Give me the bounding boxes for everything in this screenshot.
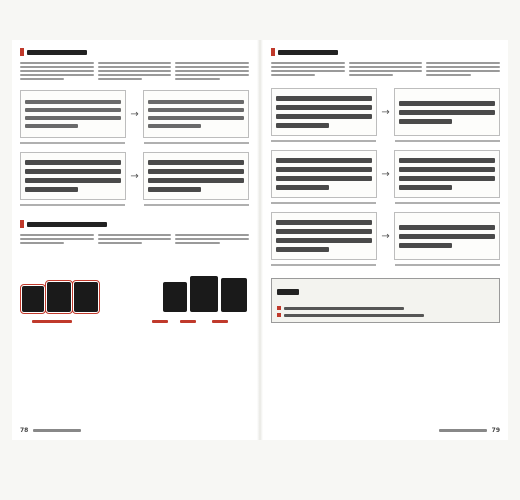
heading-placeholder xyxy=(278,50,338,55)
text-column xyxy=(98,234,172,244)
text-column xyxy=(20,234,94,244)
measure-label xyxy=(152,320,168,323)
font-sample-box xyxy=(143,152,249,200)
left-body-text xyxy=(20,62,249,80)
glyph-set xyxy=(22,282,98,312)
font-sample-box xyxy=(271,212,377,260)
font-sample-box xyxy=(20,90,126,138)
font-sample-box xyxy=(394,150,500,198)
font-sample-box xyxy=(271,150,377,198)
running-header xyxy=(439,429,487,432)
section-marker-icon xyxy=(20,220,24,228)
left-body-text-2 xyxy=(20,234,249,244)
text-column xyxy=(20,62,94,80)
arrow-icon: → xyxy=(130,170,139,182)
text-column xyxy=(349,62,423,76)
sample-caption xyxy=(271,140,500,142)
measure-label xyxy=(212,320,228,323)
glyph-shape xyxy=(22,286,44,312)
font-sample-box xyxy=(143,90,249,138)
glyph-shape xyxy=(47,282,71,312)
text-column xyxy=(175,234,249,244)
summary-text xyxy=(284,307,404,310)
font-sample-row xyxy=(271,212,500,260)
left-page xyxy=(12,40,257,440)
font-sample-box xyxy=(394,212,500,260)
summary-title xyxy=(277,289,299,295)
glyph-shape xyxy=(74,282,98,312)
font-sample-row xyxy=(20,90,249,138)
font-sample-box xyxy=(20,152,126,200)
running-header xyxy=(33,429,81,432)
summary-item xyxy=(277,306,494,310)
summary-item xyxy=(277,313,494,317)
right-section-heading xyxy=(271,48,338,56)
arrow-icon: → xyxy=(381,168,390,180)
left-footer xyxy=(20,427,249,434)
text-column xyxy=(175,62,249,80)
glyph-shape xyxy=(221,278,247,312)
heading-placeholder xyxy=(27,222,107,227)
summary-text xyxy=(284,314,424,317)
font-sample-row xyxy=(271,88,500,136)
sample-caption xyxy=(20,204,249,206)
right-page xyxy=(263,40,508,440)
text-column xyxy=(98,62,172,80)
section-marker-icon xyxy=(271,48,275,56)
text-column xyxy=(426,62,500,76)
glyph-size-comparison xyxy=(22,252,247,312)
summary-box xyxy=(271,278,500,323)
measure-label xyxy=(180,320,196,323)
sample-caption xyxy=(20,142,249,144)
left-section-heading xyxy=(20,48,87,56)
page-number: 79 xyxy=(491,427,500,434)
sample-caption xyxy=(271,264,500,266)
right-footer xyxy=(271,427,500,434)
arrow-icon: → xyxy=(381,106,390,118)
arrow-icon: → xyxy=(130,108,139,120)
glyph-set xyxy=(163,276,247,312)
arrow-icon: → xyxy=(381,230,390,242)
font-sample-box xyxy=(271,88,377,136)
heading-placeholder xyxy=(27,50,87,55)
bullet-icon xyxy=(277,313,281,317)
section-marker-icon xyxy=(20,48,24,56)
right-body-text xyxy=(271,62,500,76)
measure-label xyxy=(32,320,72,323)
bullet-icon xyxy=(277,306,281,310)
font-sample-row xyxy=(20,152,249,200)
glyph-shape xyxy=(163,282,187,312)
font-sample-box xyxy=(394,88,500,136)
sample-caption xyxy=(271,202,500,204)
left-section-heading-2 xyxy=(20,220,107,228)
glyph-shape xyxy=(190,276,218,312)
page-number: 78 xyxy=(20,427,29,434)
font-sample-row xyxy=(271,150,500,198)
text-column xyxy=(271,62,345,76)
